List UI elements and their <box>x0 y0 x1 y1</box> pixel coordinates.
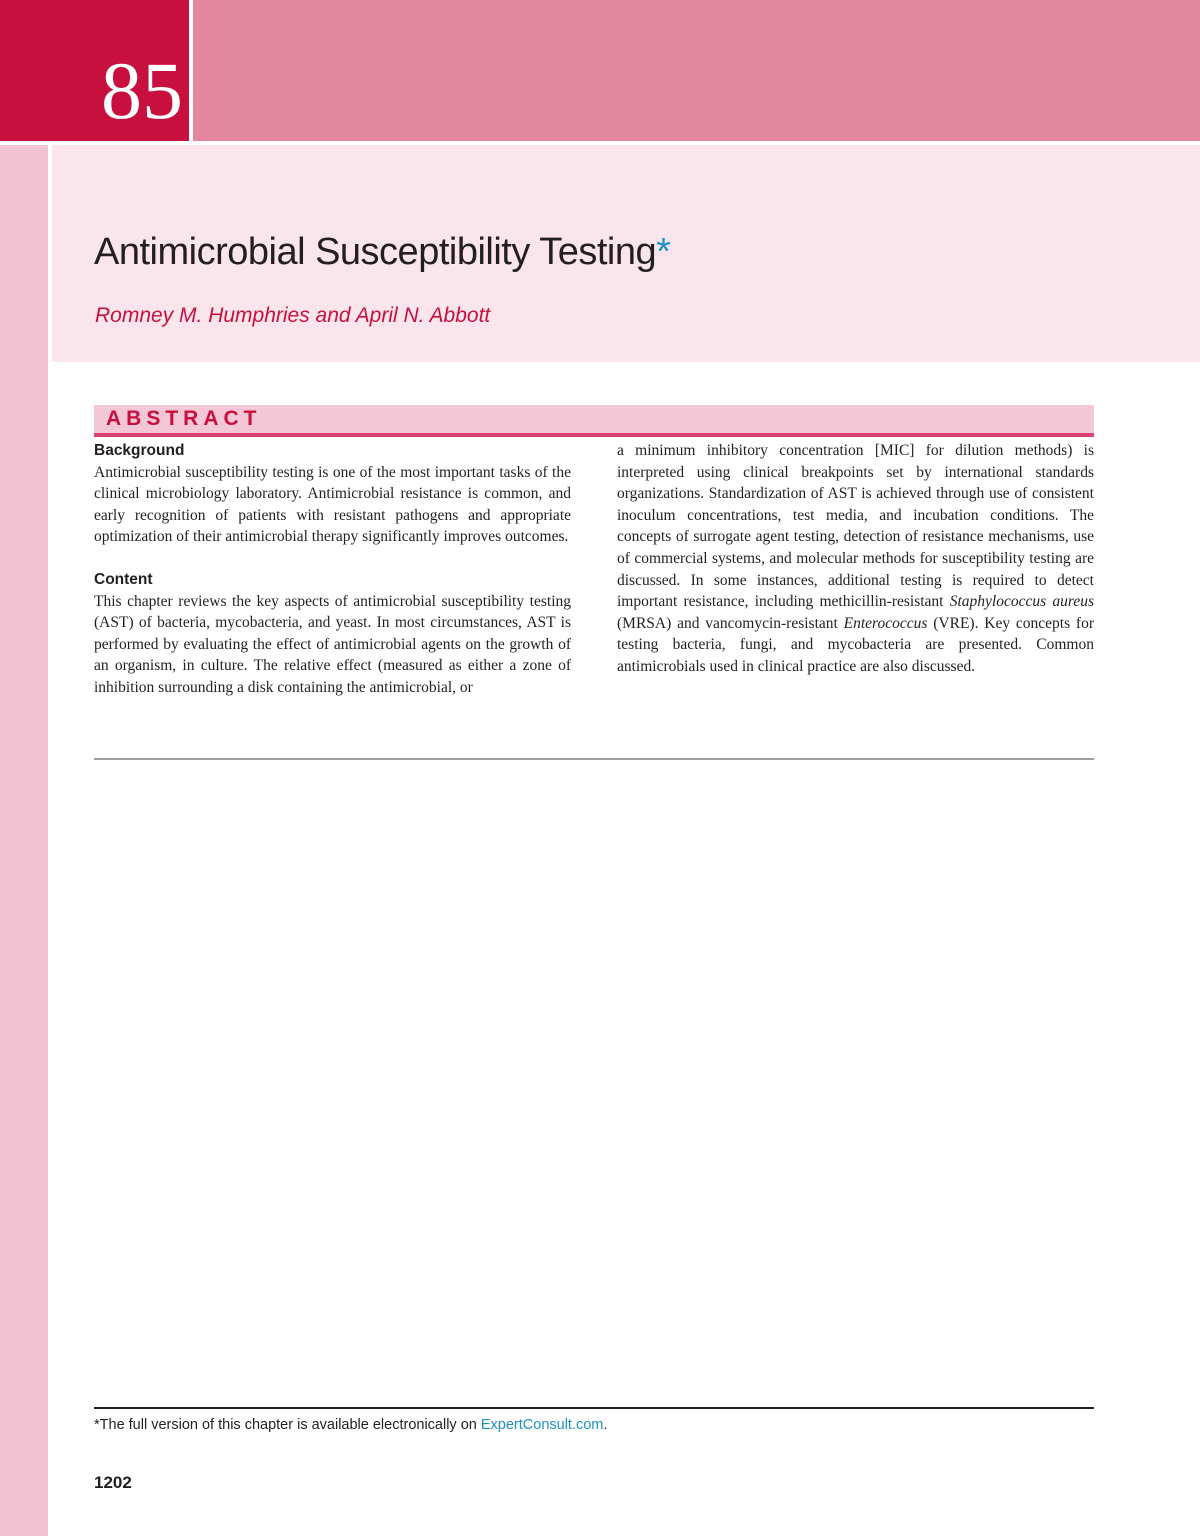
content-text-right-part3: (VRE). Key concepts for testing bacteria, fungi, and mycobacteria are presented. Common antimicrobials used in clinical practice are also discussed. <box>617 614 1094 675</box>
background-text: Antimicrobial susceptibility testing is one of the most important tasks of the clinical microbiology laboratory. Antimicrobial resistance is common, and early recognition of patients with resistant pathogens and appropriate optimization of their antimicrobial therapy significantly improves outcomes. <box>94 463 571 546</box>
content-heading: Content <box>94 570 153 588</box>
content-text-right-part1: a minimum inhibitory concentration [MIC] for dilution methods) is interpreted using clinical breakpoints set by international standards organizations. Standardization of AST is achieved through use of consistent inoculum concentrations, test media, and incubation conditions. The concepts of surrogate agent testing, detection of resistance mechanisms, use of commercial systems, and molecular methods for susceptibility testing are discussed. In some instances, additional testing is required to detect important resistance, including methicillin-resistant <box>617 442 1094 611</box>
organism-name-enterococcus: Enterococcus <box>843 614 928 632</box>
side-strip <box>0 145 48 1536</box>
title-asterisk: * <box>656 231 671 273</box>
content-text-right-part2: (MRSA) and vancomycin-resistant <box>617 614 844 632</box>
header-band <box>193 0 1200 141</box>
organism-name-staphylococcus: Staphylococcus aureus <box>949 593 1094 611</box>
chapter-title <box>94 224 670 280</box>
chapter-number: 85 <box>101 45 183 136</box>
abstract-column-right <box>617 440 1094 678</box>
content-text-left: This chapter reviews the key aspects of antimicrobial susceptibility testing (AST) of bacteria, mycobacteria, and yeast. In most circumstances, AST is performed by evaluating the effect of antimicrobial agents on the growth of an organism, in culture. The relative effect (measured as either a zone of inhibition surrounding a disk containing the antimicrobial, or <box>94 592 571 696</box>
abstract-bottom-rule <box>94 758 1094 760</box>
page-number: 1202 <box>94 1473 132 1492</box>
footnote-rule <box>94 1407 1094 1409</box>
background-heading: Background <box>94 442 185 459</box>
footnote-end: . <box>603 1417 608 1433</box>
footnote-text: *The full version of this chapter is available electronically on <box>94 1417 481 1433</box>
abstract-label: ABSTRACT <box>106 407 262 430</box>
abstract-header <box>94 405 1094 437</box>
content-text-right <box>617 440 1094 678</box>
chapter-authors: Romney M. Humphries and April N. Abbott <box>95 304 491 327</box>
paragraph-gap <box>94 548 571 569</box>
footnote <box>94 1415 607 1435</box>
abstract-column-left <box>94 440 571 699</box>
expertconsult-link[interactable]: ExpertConsult.com <box>480 1417 604 1433</box>
chapter-title-text: Antimicrobial Susceptibility Testing <box>94 231 657 273</box>
